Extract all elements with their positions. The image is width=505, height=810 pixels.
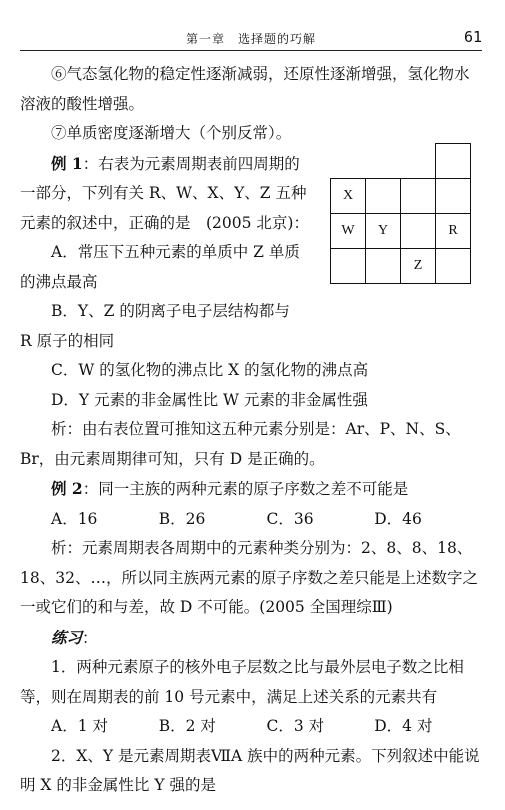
example-1-option-c: C．W 的氢化物的沸点比 X 的氢化物的沸点高 bbox=[51, 361, 369, 379]
practice-question-1-options bbox=[20, 712, 482, 742]
table-cell-w: W bbox=[331, 214, 366, 249]
example-1-option-d: D．Y 元素的非金属性比 W 元素的非金属性强 bbox=[51, 390, 368, 409]
example-1-text: ：右表为元素周期表前四周期的一部分，下列有关 R、W、X、Y、Z 五种元素的叙述中，正确的是 (2005 北京)： bbox=[20, 154, 309, 232]
example-1-option-b-cont: R 原子的相同 bbox=[20, 331, 115, 350]
point-6: ⑥气态氢化物的稳定性逐渐减弱，还原性逐渐增强，氢化物水溶液的酸性增强。 bbox=[20, 65, 470, 113]
practice-label: 练习 bbox=[51, 627, 83, 647]
example-1-analysis: 析：由右表位置可推知这五种元素分别是：Ar、P、N、S、Br，由元素周期律可知，只有 D 是正确的。 bbox=[20, 420, 461, 468]
practice-question-2: 2．X、Y 是元素周期表ⅦA 族中的两种元素。下列叙述中能说明 X 的非金属性比 Y 强的是 bbox=[20, 746, 480, 794]
example-1-option-b: B．Y、Z 的阴离子电子层结构都与 bbox=[51, 302, 290, 320]
option-b: B．2 对 bbox=[158, 717, 216, 735]
example-1-option-a: A．常压下五种元素的单质中 Z 单质的沸点最高 bbox=[20, 243, 300, 291]
table-cell-x: X bbox=[331, 179, 366, 214]
table-cell-y: Y bbox=[366, 214, 401, 249]
practice-heading bbox=[20, 623, 482, 654]
chapter-title: 第一章 选择题的巧解 bbox=[185, 32, 316, 46]
option-a: A．16 bbox=[51, 509, 98, 528]
practice-question-1: 1．两种元素原子的核外电子层数之比与最外层电子数之比相等，则在周期表的前 10 号元素中，满足上述关系的元素共有 bbox=[20, 658, 464, 706]
page-number: 61 bbox=[463, 28, 482, 46]
table-cell-r: R bbox=[436, 214, 471, 249]
option-d: D．4 对 bbox=[374, 717, 433, 735]
point-7: ⑦单质密度逐渐增大（个别反常）。 bbox=[51, 124, 292, 142]
example-2-analysis: 析：元素周期表各周期中的元素种类分别为：2、8、8、18、18、32、…，所以同主族两元素的原子序数之差只能是上述数字之一或它们的和与差，故 D 不可能。(2005 全国理综Ⅲ) bbox=[20, 539, 478, 616]
page-header bbox=[20, 28, 482, 51]
option-c: C．36 bbox=[266, 509, 314, 528]
option-c: C．3 对 bbox=[266, 717, 325, 735]
example-1-stem bbox=[20, 149, 315, 239]
option-a: A．1 对 bbox=[51, 717, 108, 735]
table-cell-z: Z bbox=[401, 249, 436, 284]
option-b: B．26 bbox=[158, 509, 206, 528]
example-2-options bbox=[20, 505, 482, 535]
page-body bbox=[20, 60, 482, 801]
example-2-stem bbox=[20, 474, 482, 505]
example-2-label: 例 2 bbox=[51, 479, 83, 498]
example-2-text: ：同一主族的两种元素的原子序数之差不可能是 bbox=[82, 480, 409, 498]
example-1-label: 例 1 bbox=[51, 153, 83, 173]
option-d: D．46 bbox=[374, 509, 422, 528]
practice-colon: ： bbox=[82, 628, 98, 647]
